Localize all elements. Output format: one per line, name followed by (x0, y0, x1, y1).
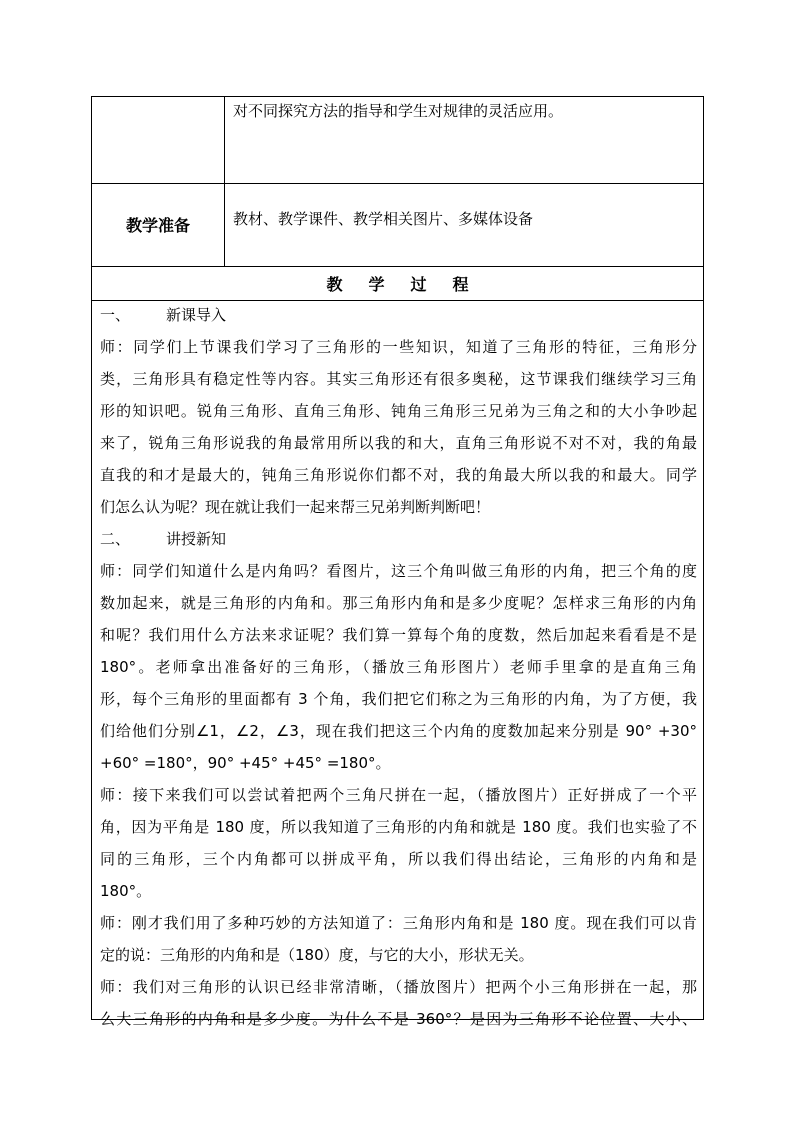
paragraph-line: 直我的和才是最大的，钝角三角形说你们都不对，我的角最大所以我的和最大。同学 (100, 466, 697, 484)
paragraph-line: 来了，锐角三角形说我的角最常用所以我的和大，直角三角形说不对不对，我的角最 (100, 434, 697, 452)
paragraph-line: 们给他们分别∠1，∠2，∠3，现在我们把这三个内角的度数加起来分别是 90° +30° (100, 722, 697, 740)
paragraph-line: 形的知识吧。锐角三角形、直角三角形、钝角三角形三兄弟为三角之和的大小争吵起 (100, 402, 697, 420)
preparation-text: 教材、教学课件、教学相关图片、多媒体设备 (233, 210, 534, 228)
paragraph-line: 角，因为平角是 180 度，所以我知道了三角形的内角和就是 180 度。我们也实验了不 (100, 818, 697, 836)
section-number: 二、 (100, 530, 131, 548)
paragraph-line: 类，三角形具有稳定性等内容。其实三角形还有很多奥秘，这节课我们继续学习三角 (100, 370, 697, 388)
process-title-row (92, 267, 703, 301)
section-heading-1 (100, 299, 697, 331)
paragraph-line: 们怎么认为呢？现在就让我们一起来帮三兄弟判断判断吧！ (100, 498, 491, 516)
paragraph-line: 师：接下来我们可以尝试着把两个三角尺拼在一起，（播放图片）正好拼成了一个平 (100, 786, 697, 804)
objectives-text: 对不同探究方法的指导和学生对规律的灵活应用。 (233, 102, 564, 120)
paragraph-line: 师：同学们知道什么是内角吗？看图片，这三个角叫做三角形的内角，把三个角的度 (100, 562, 697, 580)
paragraph-line: 师：我们对三角形的认识已经非常清晰，（播放图片）把两个小三角形拼在一起，那 (100, 978, 697, 996)
paragraph-line: 同的三角形，三个内角都可以拼成平角，所以我们得出结论，三角形的内角和是 (100, 850, 697, 868)
section-number: 一、 (100, 306, 131, 324)
lesson-plan-table (91, 96, 704, 1028)
paragraph-line: 和呢？我们用什么方法来求证呢？我们算一算每个角的度数，然后加起来看看是不是 (100, 626, 697, 644)
paragraph-line: +60° =180°，90° +45° +45° =180°。 (100, 754, 391, 772)
section-title: 新课导入 (166, 306, 227, 324)
paragraph-line: 师：同学们上节课我们学习了三角形的一些知识，知道了三角形的特征，三角形分 (100, 338, 697, 356)
paragraph-line: 么大三角形的内角和是多少度。为什么不是 360°？是因为三角形不论位置、大小、 (100, 1010, 697, 1028)
paragraph-line: 定的说：三角形的内角和是（180）度，与它的大小，形状无关。 (100, 946, 534, 964)
paragraph-line: 180°。老师拿出准备好的三角形，（播放三角形图片）老师手里拿的是直角三角 (100, 658, 697, 676)
preparation-row (92, 183, 703, 267)
section-heading-2 (100, 523, 697, 555)
process-title: 教学过程 (326, 275, 495, 294)
paragraph-line: 数加起来，就是三角形的内角和。那三角形内角和是多少度呢？怎样求三角形的内角 (100, 594, 697, 612)
preparation-label: 教学准备 (125, 216, 190, 235)
objectives-row (92, 97, 703, 184)
section-title: 讲授新知 (166, 530, 227, 548)
paragraph-line: 形，每个三角形的里面都有 3 个角，我们把它们称之为三角形的内角，为了方便，我 (100, 690, 697, 708)
column-divider (224, 97, 225, 266)
process-body (100, 299, 697, 1035)
paragraph-line: 师：刚才我们用了多种巧妙的方法知道了：三角形内角和是 180 度。现在我们可以肯 (100, 914, 697, 932)
paragraph-line: 180°。 (100, 882, 152, 900)
